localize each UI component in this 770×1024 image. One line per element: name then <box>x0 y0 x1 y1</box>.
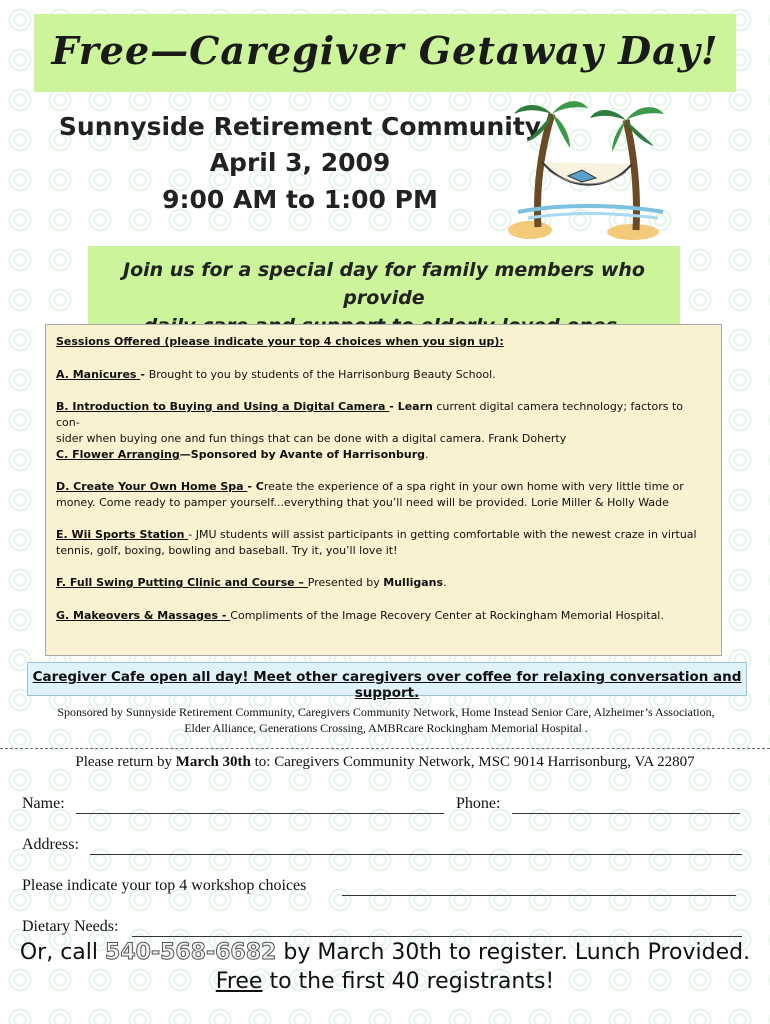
sponsors-text <box>30 704 742 736</box>
free-word: Free <box>215 969 263 994</box>
call-to-register: Or, call 540-568-6682 by March 30th to register. Lunch Provided. <box>19 940 751 965</box>
phone-number[interactable]: 540-568-6682 <box>105 940 277 965</box>
session-item: A. Manicures - Brought to you by students of the Harrisonburg Beauty School. <box>56 368 496 381</box>
date-heading: April 3, 2009 <box>209 148 391 177</box>
sponsors-line-2: Elder Alliance, Generations Crossing, AMBRcare Rockingham Memorial Hospital . <box>184 721 588 735</box>
venue-heading: Sunnyside Retirement Community <box>58 112 542 141</box>
phone-label: Phone: <box>456 795 501 812</box>
palm-tree-hammock-illustration <box>508 92 668 242</box>
address-label: Address: <box>22 836 79 853</box>
session-title: A. Manicures <box>56 368 141 381</box>
sessions-heading: Sessions Offered (please indicate your top 4 choices when you sign up): <box>56 335 504 348</box>
time-heading: 9:00 AM to 1:00 PM <box>162 185 438 214</box>
session-title: F. Full Swing Putting Clinic and Course – <box>56 576 308 589</box>
name-label: Name: <box>22 795 65 812</box>
return-instructions: Please return by March 30th to: Caregivers Community Network, MSC 9014 Harrisonburg, VA 22807 <box>75 754 695 770</box>
session-item: B. Introduction to Buying and Using a Digital Camera - Learn current digital camera technology; factors to con- sider when buying one and fun things that can be done with a digital camera. Frank Doherty <box>56 400 684 445</box>
session-title: D. Create Your Own Home Spa <box>56 480 248 493</box>
sponsors-line-1: Sponsored by Sunnyside Retirement Community, Caregivers Community Network, Home Instead Senior Care, Alzheimer’s Association, <box>57 705 715 719</box>
invitation-line-1: Join us for a special day for family members who provide <box>123 259 645 309</box>
session-title: E. Wii Sports Station <box>56 528 189 541</box>
workshop-choices-field[interactable] <box>342 895 736 896</box>
cut-line-divider <box>0 748 770 749</box>
session-item: C. Flower Arranging—Sponsored by Avante of Harrisonburg. <box>56 448 429 461</box>
session-title: B. Introduction to Buying and Using a Digital Camera <box>56 400 390 413</box>
free-registrants-note: Free to the first 40 registrants! <box>215 969 555 994</box>
address-field[interactable] <box>90 854 742 855</box>
sessions-panel <box>45 324 722 656</box>
title-banner <box>34 14 736 92</box>
session-title: C. Flower Arranging <box>56 448 180 461</box>
invitation-banner <box>88 246 680 328</box>
page-title: Free—Caregiver Getaway Day! <box>51 28 719 73</box>
dietary-needs-label: Dietary Needs: <box>22 918 119 935</box>
session-item: D. Create Your Own Home Spa - Create the experience of a spa right in your own home with very little time or money. Come ready to pamper yourself...everything that you’ll need will be provided. Lorie Miller & Holly Wade <box>56 480 684 509</box>
session-item: G. Makeovers & Massages - Compliments of the Image Recovery Center at Rockingham Memorial Hospital. <box>56 609 664 622</box>
cafe-text: Caregiver Cafe open all day! Meet other caregivers over coffee for relaxing conversation and support. <box>32 669 742 701</box>
session-item: E. Wii Sports Station - JMU students will assist participants in getting comfortable with the newest craze in virtual tennis, golf, boxing, bowling and baseball. Try it, you’ll love it! <box>56 528 697 557</box>
session-item: F. Full Swing Putting Clinic and Course – Presented by Mulligans. <box>56 576 447 589</box>
cafe-banner <box>27 662 747 701</box>
workshop-choices-label: Please indicate your top 4 workshop choices <box>22 877 307 894</box>
phone-field[interactable] <box>512 813 740 814</box>
session-title: G. Makeovers & Massages - <box>56 609 231 622</box>
name-field[interactable] <box>76 813 444 814</box>
dietary-needs-field[interactable] <box>132 936 742 937</box>
